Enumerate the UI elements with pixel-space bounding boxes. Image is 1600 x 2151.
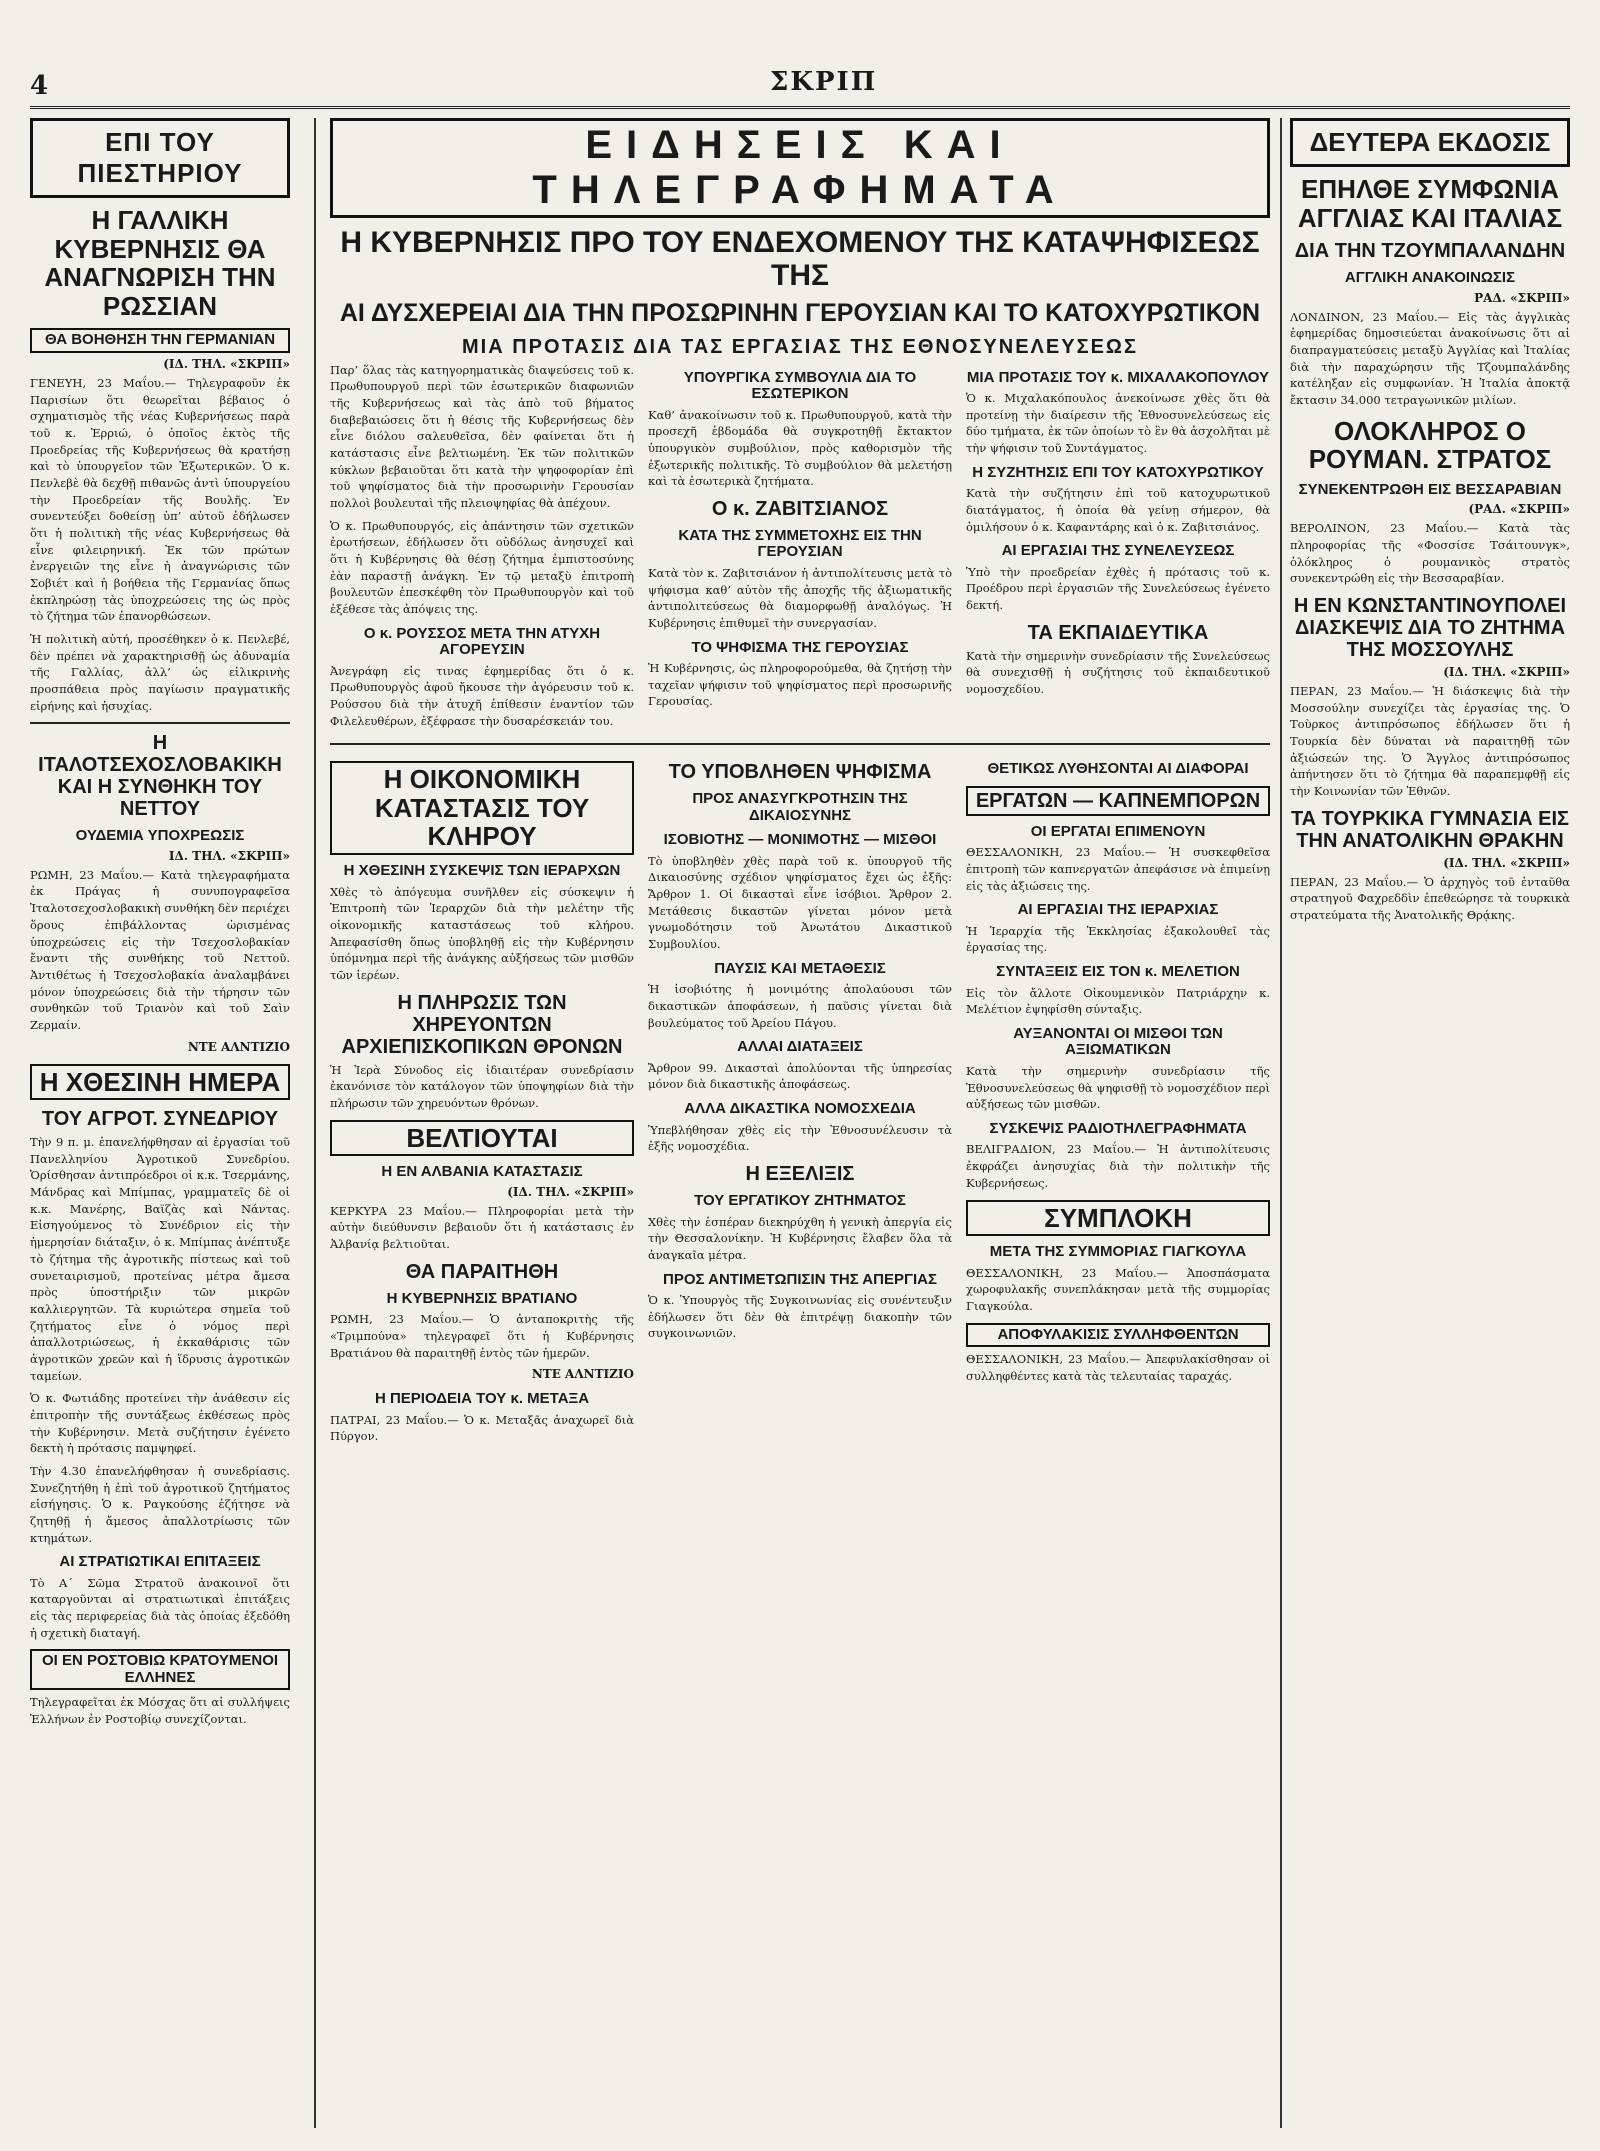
- masthead: [30, 63, 1570, 103]
- article-text: ΠΕΡΑΝ, 23 Μαΐου.— Ἡ διάσκεψις διὰ τὴν Μοσσούλην συνεχίζει τὰς ἐργασίας της. Ὁ Τοὺρκος ἀντιπρόσωπος ἐδήλωσεν ὅτι ἡ Τουρκία δὲν δύναται νὰ παραιτηθῇ τῶν ἀξιώσεών της. Ὁ Ἄγγλος ἀντιπρόσωπος ἀπήντησεν ὅτι τὸ ζήτημα θὰ παραπεμφθῇ εἰς τὴν Κοινωνίαν τῶν Ἐθνῶν.: [1290, 684, 1570, 799]
- subhead-other-bills: ΑΛΛΑ ΔΙΚΑΣΤΙΚΑ ΝΟΜΟΣΧΕΔΙΑ: [684, 1100, 916, 1118]
- column-divider-left: [314, 118, 316, 2128]
- left-column: [30, 118, 290, 2128]
- headline-release: ΑΠΟΦΥΛΑΚΙΣΙΣ ΣΥΛΛΗΦΘΕΝΤΩΝ: [966, 1323, 1270, 1348]
- dateline: (ΙΔ. ΤΗΛ. «ΣΚΡΙΠ»: [1443, 855, 1570, 870]
- article-text: Ἡ Ἱεραρχία τῆς Ἐκκλησίας ἐξακολουθεῖ τὰς ἐργασίας της.: [966, 923, 1270, 955]
- subhead-hierarchs: Η ΧΘΕΣΙΝΗ ΣΥΣΚΕΨΙΣ ΤΩΝ ΙΕΡΑΡΧΩΝ: [343, 862, 621, 880]
- center-bottom-grid: [330, 753, 1270, 1451]
- headline-labor-question: Η ΕΞΕΛΙΞΙΣ: [745, 1163, 855, 1185]
- article-text: Ὑπὸ τὴν προεδρείαν ἐχθὲς ἡ πρότασις τοῦ κ. Προέδρου περὶ ἐργασιῶν τῆς Συνελεύσεως ἐγένετο δεκτή.: [966, 564, 1270, 613]
- dateline: (ΙΔ. ΤΗΛ. «ΣΚΡΙΠ»: [163, 356, 290, 371]
- separator: [330, 743, 1270, 745]
- article-text: ΡΩΜΗ, 23 Μαΐου.— Ὁ ἀνταποκριτὴς τῆς «Τριμπούνα» τηλεγραφεῖ ὅτι ἡ Κυβέρνησις Βρατιάνου θὰ παραιτηθῇ ἐντὸς τῶν ἡμερῶν.: [330, 1312, 634, 1360]
- article-text: ΒΕΡΟΛΙΝΟΝ, 23 Μαΐου.— Κατὰ τὰς πληροφορίας τῆς «Φοσσίσε Τσάιτουνγκ», ὁλόκληρος ὁ ρουμανικὸς στρατὸς συνεκεντρώθη εἰς τὴν Βεσσαραβίαν.: [1290, 521, 1570, 586]
- signature: ΝΤΕ ΑΛΝΤΙΖΙΟ: [531, 1367, 634, 1382]
- article-text: Παρ’ ὅλας τὰς κατηγορηματικὰς διαψεύσεις τοῦ κ. Πρωθυπουργοῦ περὶ τῶν ἐσωτερικῶν διαφωνιῶν τῆς Κυβερνήσεως καὶ τὰς ἀπὸ τοῦ βήματος διαβεβαιώσεις ὅτι ἡ θέσις τῆς Κυβερνήσεως δὲν εἶνε διόλου σαλευθεῖσα, δὲν φαίνεται ὅτι ἡ κατάστασις εἶνε βελτιωμένη. Ἐκ τῶν πολιτικῶν κύκλων βεβαιοῦται ὅτι κατὰ τὴν ψηφοφορίαν ἐπὶ τοῦ ψηφίσματος διὰ τὴν προσωρινὴν Γερουσίαν πολλοὶ βουλευταὶ τῆς πλειοψηφίας θὰ ἀπέχουν.: [330, 362, 634, 510]
- article-text: ΓΕΝΕΥΗ, 23 Μαΐου.— Τηλεγραφοῦν ἐκ Παρισίων ὅτι θεωρεῖται βέβαιος ὁ σχηματισμὸς τῆς νέας Κυβερνήσεως παρὰ τοῦ κ. Ἑρριώ, ὁ ὁποῖος ἐκτὸς τῆς Προεδρείας τῆς Κυβερνήσεως θὰ κρατήσῃ καὶ τὸ ὑπουργεῖον τῶν Ἐξωτερικῶν. Ὁ κ. Πενλεβὲ θὰ δεχθῇ πιθανῶς ἀντὶ ὑπουργείου τὴν Προεδρείαν τῆς Βουλῆς. Ἐν συνεντεύξει δοθείσῃ ὑπ’ αὐτοῦ ἐδήλωσεν ὅτι ἡ πολιτικὴ τῆς νέας Κυβερνήσεως θὰ εἶνε φιλειρηνική. Ἐκ τῶν πρώτων ἐνεργειῶν της εἶνε ἡ ἀναγνώρισις τῶν Σοβιέτ καὶ ἡ βοήθεια τῆς Γερμανίας ὅπως ἐκπληρώσῃ τὰς ὑποχρεώσεις της ὡς πρὸς τὸ ζήτημα τῶν ἐπανορθώσεων.: [30, 375, 290, 624]
- headline-will-resign: ΘΑ ΠΑΡΑΙΤΗΘΗ: [405, 1260, 559, 1283]
- page-number: 4: [30, 71, 49, 101]
- article-text: Κατὰ τὴν συζήτησιν ἐπὶ τοῦ κατοχυρωτικοῦ διατάγματος, ἡ ὁποία θὰ γείνῃ σήμερον, θὰ ὁμιλήσουν ὁ κ. Καφαντάρης καὶ ὁ κ. Ζαβιτσιάνος.: [966, 486, 1270, 534]
- dateline: (ΙΔ. ΤΗΛ. «ΣΚΡΙΠ»: [1443, 665, 1570, 680]
- subhead-roussos: Ο κ. ΡΟΥΣΣΟΣ ΜΕΤΑ ΤΗΝ ΑΤΥΧΗ ΑΓΟΡΕΥΣΙΝ: [363, 624, 601, 659]
- right-column: [1290, 118, 1570, 2128]
- subhead-dismissal: ΠΑΥΣΙΣ ΚΑΙ ΜΕΤΑΘΕΣΙΣ: [714, 959, 886, 977]
- headline-agrarian-congress: Η ΧΘΕΣΙΝΗ ΗΜΕΡΑ: [30, 1064, 290, 1101]
- headline-military-requisitions: ΑΙ ΣΤΡΑΤΙΩΤΙΚΑΙ ΕΠΙΤΑΞΕΙΣ: [59, 1553, 261, 1571]
- subhead-radiotelegrams: ΣΥΣΚΕΨΙΣ ΡΑΔΙΟΤΗΛΕΓΡΑΦΗΜΑΤΑ: [989, 1119, 1247, 1137]
- subhead-senate-resolution: ΤΟ ΨΗΦΙΣΜΑ ΤΗΣ ΓΕΡΟΥΣΙΑΣ: [691, 638, 909, 656]
- article-text: Ἡ ἰσοβιότης ἡ μονιμότης ἀπολαύουσι τῶν δικαστικῶν ἀποφάσεων, ἡ παῦσις γίνεται διὰ βουλεύματος τοῦ Ἀρείου Πάγου.: [648, 982, 952, 1030]
- article-text: Κατὰ τὴν σημερινὴν συνεδρίασιν τῆς Ἐθνοσυνελεύσεως θὰ ψηφισθῇ τὸ νομοσχέδιον περὶ αὐξήσεως τῶν μισθῶν.: [966, 1063, 1270, 1112]
- subheadline-agrarian-congress: ΤΟΥ ΑΓΡΟΤ. ΣΥΝΕΔΡΙΟΥ: [41, 1108, 279, 1131]
- article-text: Ὁ κ. Πρωθυπουργός, εἰς ἀπάντησιν τῶν σχετικῶν ἐρωτήσεων, ἐδήλωσεν ὅτι οὐδόλως ἀνησυχεῖ καὶ ὅτι ἡ Κυβέρνησις θὰ θέσῃ ζήτημα ἐμπιστοσύνης ἐὰν παραστῇ ἀνάγκη. Ἐν τῷ μεταξὺ ἐπιτροπὴ βουλευτῶν ἐπεσκέφθη τὸν Πρωθυπουργὸν καὶ τοῦ ἐξέθεσε τὰς ἀπόψεις της.: [330, 518, 634, 616]
- headline-vacant-thrones: Η ΠΛΗΡΩΣΙΣ ΤΩΝ ΧΗΡΕΥΟΝΤΩΝ ΑΡΧΙΕΠΙΣΚΟΠΙΚΩΝ ΘΡΟΝΩΝ: [341, 991, 623, 1058]
- subhead-tobacco-workers: ΕΡΓΑΤΩΝ — ΚΑΠΝΕΜΠΟΡΩΝ: [966, 786, 1270, 816]
- paper-name: ΣΚΡΙΠ: [770, 67, 878, 97]
- dateline: ΙΔ. ΤΗΛ. «ΣΚΡΙΠ»: [168, 848, 290, 863]
- article-text: ΚΕΡΚΥΡΑ 23 Μαΐου.— Πληροφορίαι μετὰ τὴν αὐτὴν διεύθυνσιν βεβαιοῦν ὅτι ἡ κατάστασις ἐν Ἀλβανίᾳ βελτιοῦται.: [330, 1203, 634, 1252]
- article-text: ΠΑΤΡΑΙ, 23 Μαΐου.— Ὁ κ. Μεταξᾶς ἀναχωρεῖ διὰ Πύργον.: [330, 1412, 634, 1444]
- headline-italo-czech: Η ΙΤΑΛΟΤΣΕΧΟΣΛΟΒΑΚΙΚΗ ΚΑΙ Η ΣΥΝΘΗΚΗ ΤΟΥ ΝΕΤΤΟΥ: [38, 732, 282, 821]
- article-text: Εἰς τὸν ἄλλοτε Οἰκουμενικὸν Πατριάρχην κ. Μελέτιον ἐψηφίσθη σύνταξις.: [966, 985, 1270, 1017]
- left-banner: ΕΠΙ ΤΟΥ ΠΙΕΣΤΗΡΙΟΥ: [30, 118, 290, 198]
- article-text: Χθὲς τὴν ἑσπέραν διεκηρύχθη ἡ γενικὴ ἀπεργία εἰς τὴν Θεσσαλονίκην. Ἡ Κυβέρνησις ἔλαβεν ὅλα τὰ ἀναγκαῖα μέτρα.: [648, 1214, 952, 1262]
- article-text: Τὴν 9 π. μ. ἐπανελήφθησαν αἱ ἐργασίαι τοῦ Πανελληνίου Ἀγροτικοῦ Συνεδρίου. Ὁρίσθησαν ἀντιπρόεδροι οἱ κ.κ. Τσερμάνης, Μάνδρας καὶ Μπίμπας, γραμματεῖς δὲ οἱ κ.κ. Μανέρης, Βαϊζὰς καὶ Νάντας. Εἰσηγούμενος τὸ Συνέδριον εἰς τὴν ἡμερησίαν διάταξιν, ὁ κ. Μπίμπας ἀνέπτυξε τὸ ζήτημα τῆς ἀγροτικῆς πίστεως καὶ τοῦ συνεταιρισμοῦ, προτείνας μέτρα ἄμεσα πρὸς ὑποστήριξιν τῶν μικρῶν καλλιεργητῶν. Τὰ κυριώτερα σημεῖα τοῦ ζητήματος εἶνε ὁ νόμος περὶ ἀπαλλοτριώσεως, ἡ ἐκκαθάρισις τῶν ἀγροτικῶν χρεῶν καὶ ἡ ἵδρυσις ἀγροτικῶν ταμείων.: [30, 1135, 290, 1383]
- headline-mosul-conference: Η ΕΝ ΚΩΝΣΤΑΝΤΙΝΟΥΠΟΛΕΙ ΔΙΑΣΚΕΨΙΣ ΔΙΑ ΤΟ ΖΗΤΗΜΑ ΤΗΣ ΜΟΣΣΟΥΛΗΣ: [1293, 595, 1567, 662]
- headline-greeks-rostov: ΟΙ ΕΝ ΡΟΣΤΟΒΙΩ ΚΡΑΤΟΥΜΕΝΟΙ ΕΛΛΗΝΕΣ: [30, 1649, 290, 1690]
- subhead-labor: ΤΟΥ ΕΡΓΑΤΙΚΟΥ ΖΗΤΗΜΑΤΟΣ: [694, 1192, 906, 1209]
- headline-clergy-finances: Η ΟΙΚΟΝΟΜΙΚΗ ΚΑΤΑΣΤΑΣΙΣ ΤΟΥ ΚΛΗΡΟΥ: [330, 761, 634, 855]
- subhead-cabinet-councils: ΥΠΟΥΡΓΙΚΑ ΣΥΜΒΟΥΛΙΑ ΔΙΑ ΤΟ ΕΣΩΤΕΡΙΚΟΝ: [683, 368, 917, 402]
- article-text: Ἡ Ἱερὰ Σύνοδος εἰς ἰδιαιτέραν συνεδρίασιν ἐκανόνισε τὸν κατάλογον τῶν ὑποψηφίων διὰ τὴν πλήρωσιν τῶν χηρευόντων θρόνων.: [330, 1062, 634, 1110]
- subhead-officer-salaries: ΑΥΞΑΝΟΝΤΑΙ ΟΙ ΜΙΣΘΟΙ ΤΩΝ ΑΞΙΩΜΑΤΙΚΩΝ: [1013, 1024, 1223, 1059]
- lead-headline: Η ΚΥΒΕΡΝΗΣΙΣ ΠΡΟ ΤΟΥ ΕΝΔΕΧΟΜΕΝΟΥ ΤΗΣ ΚΑΤΑΨΗΦΙΣΕΩΣ ΤΗΣ: [340, 226, 1260, 292]
- dateline: ΡΑΔ. «ΣΚΡΙΠ»: [1474, 290, 1570, 305]
- dateline: (ΡΑΔ. «ΣΚΡΙΠ»: [1468, 502, 1570, 517]
- subhead-jubaland: ΔΙΑ ΤΗΝ ΤΖΟΥΜΠΑΛΑΝΔΗΝ: [1294, 240, 1566, 263]
- masthead-rule: [30, 106, 1570, 109]
- article-text: ΠΕΡΑΝ, 23 Μαΐου.— Ὁ ἀρχηγὸς τοῦ ἐνταῦθα στρατηγοῦ Φαχρεδδὶν ἐπεθεώρησε τὰ τουρκικὰ στρατεύματα τῆς Ἀνατολικῆς Θρᾴκης.: [1290, 874, 1570, 923]
- subhead-senate-participation: ΚΑΤΑ ΤΗΣ ΣΥΜΜΕΤΟΧΗΣ ΕΙΣ ΤΗΝ ΓΕΡΟΥΣΙΑΝ: [678, 526, 922, 561]
- article-text: ΡΩΜΗ, 23 Μαΐου.— Κατὰ τηλεγραφήματα ἐκ Πράγας ἡ συνυπογραφεῖσα Ἰταλοτσεχοσλοβακικὴ συνθήκη δὲν περιέχει ὅρους ἐπιβάλλοντας ὡρισμένας ὑποχρεώσεις εἰς τὴν Τσεχοσλοβακίαν ἔναντι τῆς συνθήκης τοῦ Νεττοῦ. Ἀντιθέτως ἡ Τσεχοσλοβακία ἀναλαμβάνει μόνον ὑποχρεώσεις διὰ τὴν τήρησιν τῶν συνθηκῶν τοῦ Τριανὸν καὶ τοῦ Σαὶν Ζερμαίν.: [30, 867, 290, 1032]
- article-text: Ἄρθρον 99. Δικασταὶ ἀπολύονται τῆς ὑπηρεσίας μόνον διὰ δικαστικῆς ἀποφάσεως.: [648, 1060, 952, 1092]
- separator: [30, 722, 290, 724]
- article-text: Ἀνεγράφη εἰς τινας ἐφημερίδας ὅτι ὁ κ. Πρωθυπουργὸς ἀφοῦ ἤκουσε τὴν ἀγόρευσιν τοῦ κ. Ρούσσου διὰ τὴν ἀτυχῆ ἐπίθεσιν ἐναντίον τῶν Φιλελευθέρων, ἐξέφρασε τὴν δυσαρέσκειάν του.: [330, 663, 634, 728]
- subhead-meletios: ΣΥΝΤΑΞΕΙΣ ΕΙΣ ΤΟΝ κ. ΜΕΛΕΤΙΟΝ: [996, 963, 1240, 981]
- headline-anglo-italian: ΕΠΗΛΘΕ ΣΥΜΦΩΝΙΑ ΑΓΓΛΙΑΣ ΚΑΙ ΙΤΑΛΙΑΣ: [1297, 174, 1563, 233]
- article-text: Ἡ Κυβέρνησις, ὡς πληροφορούμεθα, θὰ ζητήσῃ τὴν ταχεῖαν ψήφισιν τοῦ ψηφίσματος περὶ προσωρινῆς Γερουσίας.: [648, 661, 952, 709]
- center-banner: ΕΙΔΗΣΕΙΣ ΚΑΙ ΤΗΛΕΓΡΑΦΗΜΑΤΑ: [330, 118, 1270, 218]
- headline-clash: ΣΥΜΠΛΟΚΗ: [966, 1200, 1270, 1237]
- headline-turkish-maneuvers: ΤΑ ΤΟΥΡΚΙΚΑ ΓΥΜΝΑΣΙΑ ΕΙΣ ΤΗΝ ΑΝΑΤΟΛΙΚΗΝ ΘΡΑΚΗΝ: [1290, 807, 1570, 852]
- article-text: Τὸ ὑποβληθὲν χθὲς παρὰ τοῦ κ. ὑπουργοῦ τῆς Δικαιοσύνης σχέδιον ψηφίσματος ἔχει ὡς ἑξῆς: Ἄρθρον 1. Οἱ δικασταὶ εἶνε ἰσόβιοι. Ἄρθρον 2. Μετάθεσις δικαστῶν γίνεται μόνον μετὰ γνωμοδότησιν τοῦ Ἀνωτάτου Δικαστικοῦ Συμβουλίου.: [648, 853, 952, 952]
- center-top-grid: [330, 362, 1270, 736]
- subhead-giagkoulas: ΜΕΤΑ ΤΗΣ ΣΥΜΜΟΡΙΑΣ ΓΙΑΓΚΟΥΛΑ: [989, 1243, 1247, 1261]
- subhead-hierarchy: ΑΙ ΕΡΓΑΣΙΑΙ ΤΗΣ ΙΕΡΑΡΧΙΑΣ: [1017, 901, 1219, 919]
- subhead-tenure: ΙΣΟΒΙΟΤΗΣ — ΜΟΝΙΜΟΤΗΣ — ΜΙΣΘΟΙ: [663, 831, 937, 849]
- article-text: Χθὲς τὸ ἀπόγευμα συνῆλθεν εἰς σύσκεψιν ἡ Ἐπιτροπὴ τῶν Ἱεραρχῶν διὰ τὴν μελέτην τῆς οἰκονομικῆς καταστάσεως τοῦ κλήρου. Ἀπεφασίσθη ὅπως ὑποβληθῇ εἰς τὴν Κυβέρνησιν ὑπόμνημα περὶ τῆς ἀνάγκης αὐξήσεως τῶν μισθῶν τῶν ἱερέων.: [330, 884, 634, 982]
- headline-albania-improves: ΒΕΛΤΙΟΥΤΑΙ: [330, 1120, 634, 1157]
- signature: ΝΤΕ ΑΛΝΤΙΖΙΟ: [187, 1039, 290, 1054]
- article-text: Κατὰ τὴν σημερινὴν συνεδρίασιν τῆς Συνελεύσεως θὰ συνεχισθῇ ἡ συζήτησις τοῦ ἐκπαιδευτικοῦ νομοσχεδίου.: [966, 648, 1270, 697]
- article-text: ΛΟΝΔΙΝΟΝ, 23 Μαΐου.— Εἰς τὰς ἀγγλικὰς ἐφημερίδας δημοσιεύεται ἀνακοίνωσις ὅτι αἱ διαπραγματεύσεις μεταξὺ Ἀγγλίας καὶ Ἰταλίας διὰ τὴν παραχώρησιν τῆς Τζουμπαλάνδης κατέληξαν εἰς συμφωνίαν. Ἡ Ἰταλία ἀποκτᾷ ἔκτασιν 34.000 τετραγωνικῶν μιλίων.: [1290, 309, 1570, 408]
- article-text: Ὁ κ. Ὑπουργὸς τῆς Συγκοινωνίας εἰς συνέντευξιν ἐδήλωσεν ὅτι δὲν θὰ ἐπιτρέψῃ διακοπὴν τῶν συγκοινωνιῶν.: [648, 1293, 952, 1341]
- subhead-education: ΤΑ ΕΚΠΑΙΔΕΥΤΙΚΑ: [1027, 621, 1209, 644]
- article-text: Καθ’ ἀνακοίνωσιν τοῦ κ. Πρωθυπουργοῦ, κατὰ τὴν προσεχῆ ἑβδομάδα θὰ συγκροτηθῇ ἔκτακτον ὑπουργικὸν συμβούλιον, πρὸς καθορισμὸν τῆς ἐξωτερικῆς πολιτικῆς. Τὸ συμβούλιον θὰ μελετήσῃ καὶ τὰ ἐσωτερικὰ ζητήματα.: [648, 407, 952, 489]
- article-text: Ὁ κ. Μιχαλακόπουλος ἀνεκοίνωσε χθὲς ὅτι θὰ προτείνῃ τὴν διαίρεσιν τῆς Ἐθνοσυνελεύσεως εἰς δύο τμήματα, ἐκ τῶν ὁποίων τὸ ἓν θὰ ἀσχολῆται μὲ τὴν ψήφισιν τοῦ Συντάγματος.: [966, 391, 1270, 456]
- subhead-bratianu: Η ΚΥΒΕΡΝΗΣΙΣ ΒΡΑΤΙΑΝΟ: [386, 1289, 578, 1307]
- headline-justice-resolution: ΤΟ ΥΠΟΒΛΗΘΕΝ ΨΗΦΙΣΜΑ: [668, 761, 932, 784]
- article-text: ΒΕΛΙΓΡΑΔΙΟΝ, 23 Μαΐου.— Ἡ ἀντιπολίτευσις ἐκφράζει ἀνησυχίας διὰ τὴν πολιτικὴν τῆς Κυβερνήσεως.: [966, 1142, 1270, 1190]
- article-text: Τὸ Α΄ Σῶμα Στρατοῦ ἀνακοινοῖ ὅτι καταργοῦνται αἱ στρατιωτικαὶ ἐπιτάξεις εἰς τὰς περιφερείας διὰ τὰς ὁποίας ἐξεδόθη ἡ σχετικὴ διαταγή.: [30, 1575, 290, 1640]
- subhead-strike: ΠΡΟΣ ΑΝΤΙΜΕΤΩΠΙΣΙΝ ΤΗΣ ΑΠΕΡΓΙΑΣ: [663, 1270, 937, 1288]
- article-text: ΘΕΣΣΑΛΟΝΙΚΗ, 23 Μαΐου.— Ἀποσπάσματα χωροφυλακῆς συνεπλάκησαν μετὰ τῆς συμμορίας Γιαγκούλα.: [966, 1265, 1270, 1313]
- right-banner: ΔΕΥΤΕΡΑ ΕΚΔΟΣΙΣ: [1290, 118, 1570, 167]
- subhead-albania: Η ΕΝ ΑΛΒΑΝΙΑ ΚΑΤΑΣΤΑΣΙΣ: [381, 1163, 583, 1181]
- article-text: Ἡ πολιτικὴ αὐτή, προσέθηκεν ὁ κ. Πενλεβέ, δὲν πρέπει νὰ χαρακτηρισθῇ ὡς ἀδυναμία τῆς Γαλλίας, ἀλλ’ ὡς εἰλικρινὴς προσπάθεια πρὸς παγίωσιν πραγματικῆς εἰρήνης καὶ ἡσυχίας.: [30, 631, 290, 713]
- headline-romanian-army: ΟΛΟΚΛΗΡΟΣ Ο ΡΟΥΜΑΝ. ΣΤΡΑΤΟΣ: [1308, 415, 1552, 475]
- article-text: Κατὰ τὸν κ. Ζαβιτσιάνον ἡ ἀντιπολίτευσις μετὰ τὸ ψήφισμα καθ’ αὐτὸν τῆς ἀποχῆς τῆς ἀξιωματικῆς ἀντιπολιτεύσεως θὰ διαμορφωθῇ ἀναλόγως. Ἡ Κυβέρνησις ἐπιθυμεῖ τὴν συνεργασίαν.: [648, 565, 952, 630]
- subhead-michalakopoulos: ΜΙΑ ΠΡΟΤΑΣΙΣ ΤΟΥ κ. ΜΙΧΑΛΑΚΟΠΟΥΛΟΥ: [966, 368, 1270, 386]
- lead-deck: ΜΙΑ ΠΡΟΤΑΣΙΣ ΔΙΑ ΤΑΣ ΕΡΓΑΣΙΑΣ ΤΗΣ ΕΘΝΟΣΥΝΕΛΕΥΣΕΩΣ: [462, 335, 1138, 358]
- lead-subheadline: ΑΙ ΔΥΣΧΕΡΕΙΑΙ ΔΙΑ ΤΗΝ ΠΡΟΣΩΡΙΝΗΝ ΓΕΡΟΥΣΙΑΝ ΚΑΙ ΤΟ ΚΑΤΟΧΥΡΩΤΙΚΟΝ: [339, 299, 1261, 327]
- article-text: ΘΕΣΣΑΛΟΝΙΚΗ, 23 Μαΐου.— Ἡ συσκεφθεῖσα ἐπιτροπὴ τῶν καπνεργατῶν ἀπεφάσισε νὰ ἐπιμείνῃ εἰς τὰς ἀξιώσεις της.: [966, 845, 1270, 893]
- subhead-other-provisions: ΑΛΛΑΙ ΔΙΑΤΑΞΕΙΣ: [737, 1038, 863, 1056]
- headline-disputes: ΘΕΤΙΚΩΣ ΛΥΘΗΣΟΝΤΑΙ ΑΙ ΔΙΑΦΟΡΑΙ: [987, 760, 1249, 778]
- subhead-workers-insist: ΟΙ ΕΡΓΑΤΑΙ ΕΠΙΜΕΝΟΥΝ: [1030, 822, 1206, 840]
- subheadline-no-obligation: ΟΥΔΕΜΙΑ ΥΠΟΧΡΕΩΣΙΣ: [75, 827, 245, 845]
- article-text: ΘΕΣΣΑΛΟΝΙΚΗ, 23 Μαΐου.— Ἀπεφυλακίσθησαν οἱ συλληφθέντες κατὰ τὰς τελευταίας ταραχάς.: [966, 1352, 1270, 1383]
- subhead-english-announcement: ΑΓΓΛΙΚΗ ΑΝΑΚΟΙΝΩΣΙΣ: [1344, 269, 1516, 287]
- article-text: Ὁ κ. Φωτιάδης προτείνει τὴν ἀνάθεσιν εἰς ἐπιτροπὴν τῆς συντάξεως ἐκθέσεως πρὸς τὴν Κυβέρνησιν. Μετὰ συζήτησιν ἐγένετο δεκτὴ ἡ πρότασις παμψηφεί.: [30, 1391, 290, 1456]
- subheadline-germany: ΘΑ ΒΟΗΘΗΣΗ ΤΗΝ ΓΕΡΜΑΝΙΑΝ: [30, 328, 290, 353]
- column-divider-right: [1280, 118, 1282, 2128]
- headline-french-government: Η ΓΑΛΛΙΚΗ ΚΥΒΕΡΝΗΣΙΣ ΘΑ ΑΝΑΓΝΩΡΙΣΗ ΤΗΝ ΡΩΣΣΙΑΝ: [44, 205, 276, 321]
- headline-metaxas-tour: Η ΠΕΡΙΟΔΕΙΑ ΤΟΥ κ. ΜΕΤΑΞΑ: [374, 1390, 590, 1408]
- subhead-bessarabia: ΣΥΝΕΚΕΝΤΡΩΘΗ ΕΙΣ ΒΕΣΣΑΡΑΒΙΑΝ: [1298, 480, 1562, 498]
- newspaper-page: [30, 18, 1570, 2133]
- dateline: (ΙΔ. ΤΗΛ. «ΣΚΡΙΠ»: [507, 1184, 634, 1199]
- center-column: [330, 118, 1270, 2128]
- subhead-justice: ΠΡΟΣ ΑΝΑΣΥΓΚΡΟΤΗΣΙΝ ΤΗΣ ΔΙΚΑΙΟΣΥΝΗΣ: [692, 790, 908, 824]
- subhead-assembly-work: ΑΙ ΕΡΓΑΣΙΑΙ ΤΗΣ ΣΥΝΕΛΕΥΣΕΩΣ: [1001, 542, 1235, 560]
- article-text: Ὑπεβλήθησαν χθὲς εἰς τὴν Ἐθνοσυνέλευσιν τὰ ἑξῆς νομοσχέδια.: [648, 1122, 952, 1154]
- subhead-zavitsianos: Ο κ. ΖΑΒΙΤΣΙΑΝΟΣ: [711, 497, 889, 520]
- subhead-discussion: Η ΣΥΖΗΤΗΣΙΣ ΕΠΙ ΤΟΥ ΚΑΤΟΧΥΡΩΤΙΚΟΥ: [972, 463, 1264, 481]
- article-text: Τὴν 4.30 ἐπανελήφθησαν ἡ συνεδρίασις. Συνεζητήθη ἡ ἐπὶ τοῦ ἀγροτικοῦ ζητήματος εἰσήγησις. Ὁ κ. Ραγκούσης ἐζήτησε νὰ ζητηθῇ ἡ ἄμεσος ἀπαλλοτρίωσις τῶν κτημάτων.: [30, 1463, 290, 1545]
- article-text: Τηλεγραφεῖται ἐκ Μόσχας ὅτι αἱ συλλήψεις Ἑλλήνων ἐν Ροστοβίῳ συνεχίζονται.: [30, 1695, 290, 1727]
